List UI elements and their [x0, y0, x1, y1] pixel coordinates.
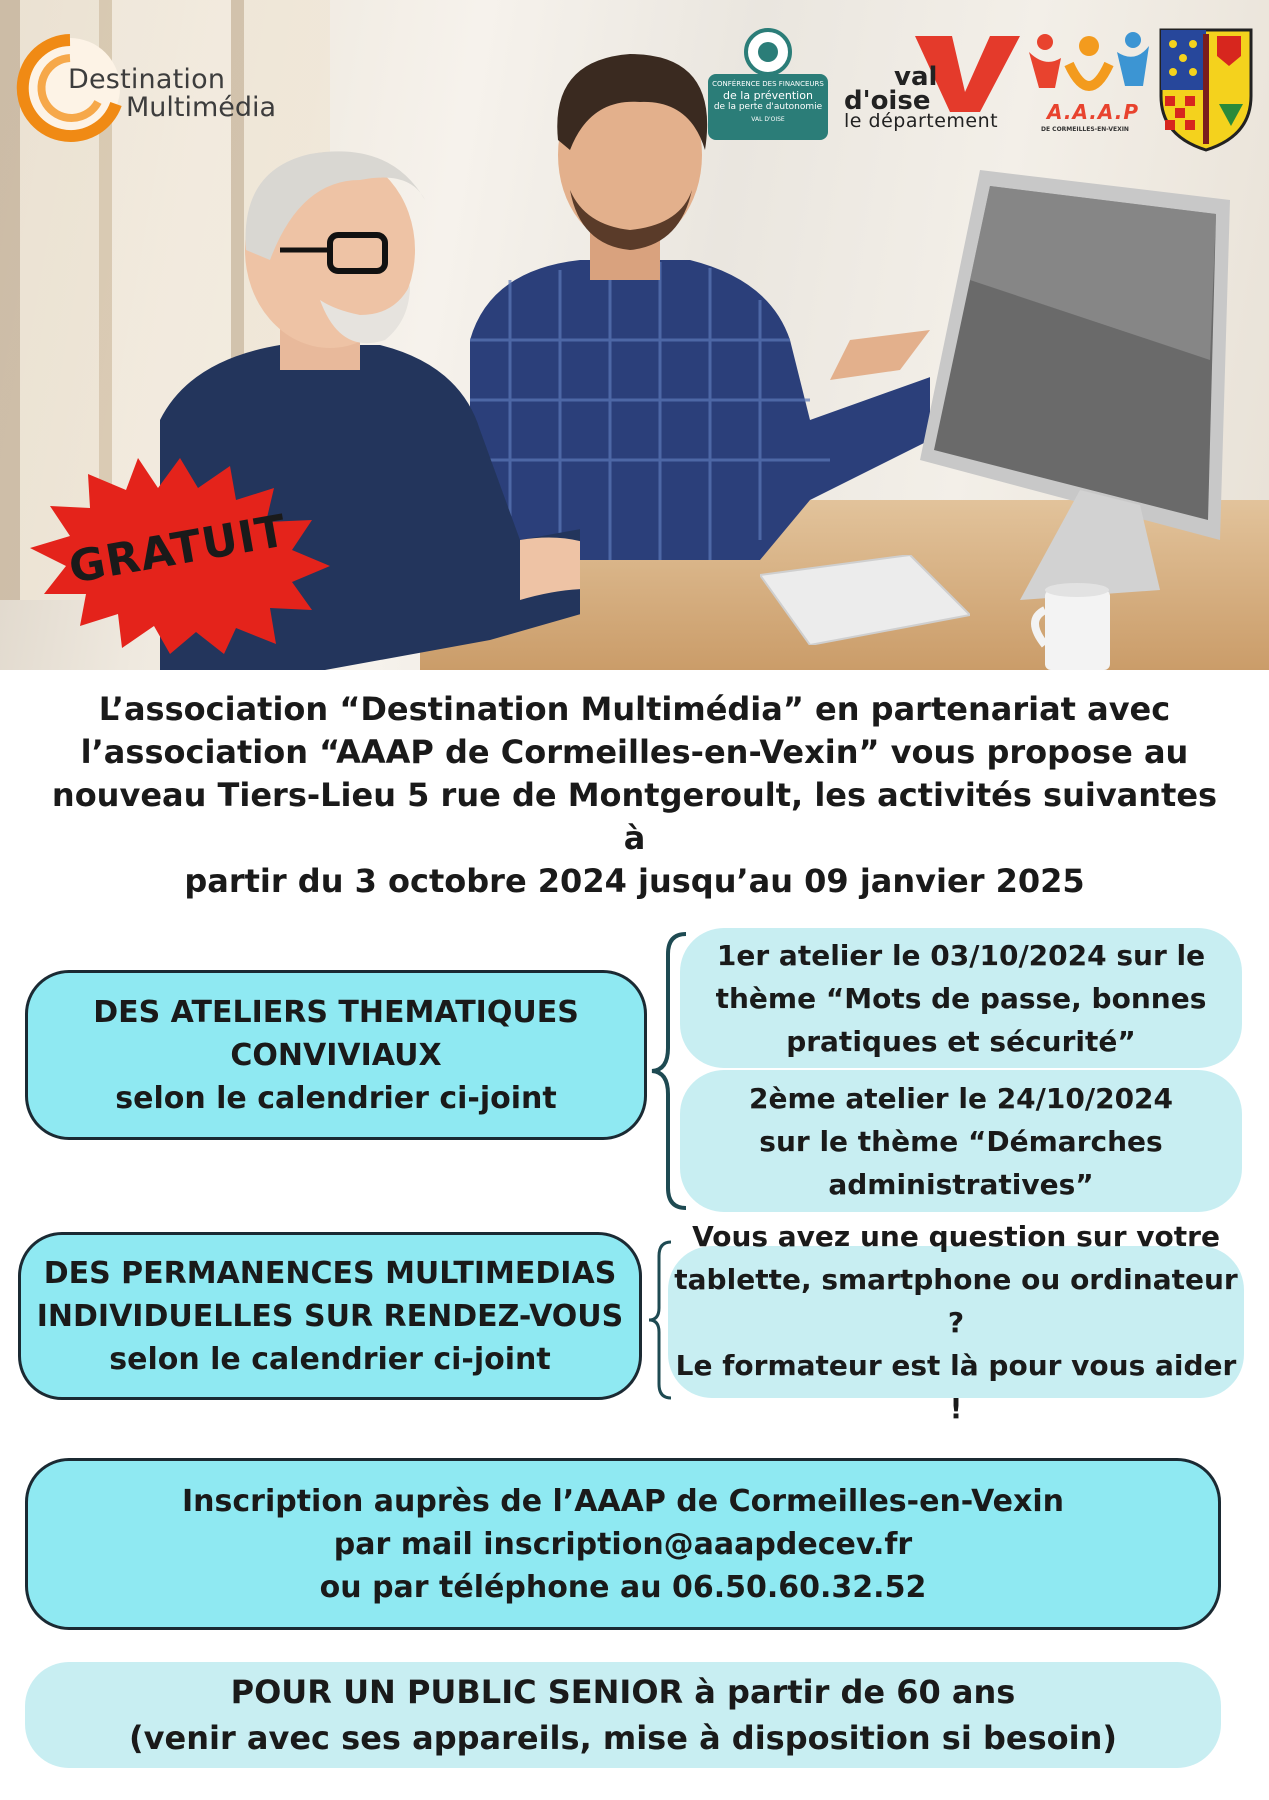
hero-photo — [0, 0, 1269, 670]
logo-departement-text: le département — [844, 110, 999, 132]
atelier-1-box — [680, 928, 1242, 1068]
conference-line2: de la prévention — [723, 89, 813, 102]
atelier-2-line: administratives” — [828, 1167, 1094, 1201]
coat-of-arms-icon — [1157, 26, 1255, 154]
conference-line4: VAL D'OISE — [751, 116, 785, 123]
conference-financeurs-logo — [706, 26, 830, 144]
public-line: POUR UN PUBLIC SENIOR à partir de 60 ans — [230, 1673, 1016, 1711]
conference-line3: de la perte d'autonomie — [713, 102, 823, 112]
public-line: (venir avec ses appareils, mise à disposition si besoin) — [129, 1719, 1117, 1757]
public-box — [25, 1662, 1221, 1768]
atelier-2-line: 2ème atelier le 24/10/2024 — [748, 1081, 1174, 1115]
atelier-2-line: sur le thème “Démarches — [759, 1124, 1163, 1158]
logo-oise-text: d'oise — [844, 86, 931, 116]
question-box — [668, 1219, 1244, 1425]
atelier-1-line: pratiques et sécurité” — [786, 1024, 1136, 1058]
atelier-2-box — [680, 1070, 1242, 1212]
permanences-line: INDIVIDUELLES SUR RENDEZ-VOUS — [36, 1298, 624, 1334]
logo-text-destination: Destination — [68, 64, 226, 95]
intro-line: l’association “AAAP de Cormeilles-en-Vexin” vous propose au — [80, 733, 1189, 771]
gratuit-badge — [30, 458, 330, 654]
conference-title: CONFÉRENCE DES FINANCEURS — [712, 80, 824, 88]
aaap-logo — [1025, 28, 1153, 144]
destination-multimedia-logo — [16, 34, 296, 144]
ateliers-line: selon le calendrier ci-joint — [115, 1080, 557, 1116]
intro-line: L’association “Destination Multimédia” en partenariat avec — [98, 690, 1171, 728]
permanences-line: DES PERMANENCES MULTIMEDIAS — [43, 1255, 617, 1291]
keyboard-illustration — [760, 555, 970, 645]
ateliers-box — [25, 970, 647, 1140]
inscription-line: Inscription auprès de l’AAAP de Cormeilles-en-Vexin — [182, 1483, 1064, 1519]
monitor-illustration — [910, 160, 1240, 620]
inscription-box — [25, 1458, 1221, 1630]
logo-val-text: val — [894, 62, 938, 92]
ateliers-line: CONVIVIAUX — [230, 1037, 442, 1073]
people-figures-icon — [1025, 28, 1153, 108]
inscription-phone[interactable]: ou par téléphone au 06.50.60.32.52 — [319, 1569, 927, 1605]
ateliers-line: DES ATELIERS THEMATIQUES — [93, 994, 579, 1030]
val-doise-logo — [840, 32, 1020, 142]
permanences-box — [18, 1232, 642, 1400]
atelier-1-line: 1er atelier le 03/10/2024 sur le — [716, 938, 1206, 972]
aaap-city: DE CORMEILLES-EN-VEXIN — [1041, 126, 1129, 133]
intro-paragraph — [40, 688, 1229, 903]
logo-text-multimedia: Multimédia — [126, 92, 277, 123]
permanences-line: selon le calendrier ci-joint — [109, 1341, 551, 1377]
intro-line: partir du 3 octobre 2024 jusqu’au 09 janvier 2025 — [184, 862, 1085, 900]
question-line: Vous avez une question sur votre — [692, 1219, 1220, 1253]
question-line: tablette, smartphone ou ordinateur ? — [674, 1262, 1238, 1339]
intro-line: nouveau Tiers-Lieu 5 rue de Montgeroult, les activités suivantes à — [51, 776, 1218, 857]
hands-circle-icon — [706, 26, 830, 76]
atelier-1-line: thème “Mots de passe, bonnes — [715, 981, 1207, 1015]
gratuit-label: GRATUIT — [65, 505, 291, 594]
inscription-email[interactable]: par mail inscription@aaapdecev.fr — [333, 1526, 913, 1562]
mug-illustration — [1025, 580, 1120, 670]
aaap-name: A.A.A.P — [1047, 100, 1139, 124]
question-line: Le formateur est là pour vous aider ! — [675, 1348, 1237, 1425]
